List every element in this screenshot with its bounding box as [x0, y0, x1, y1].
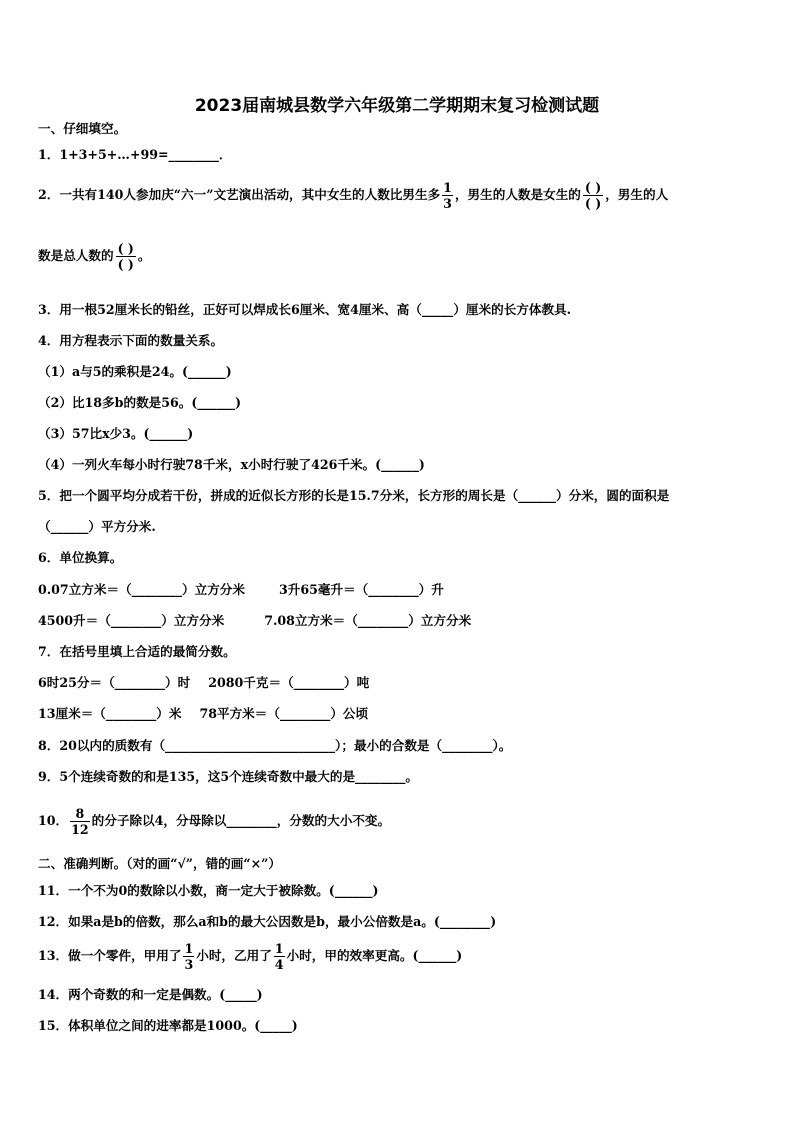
- fraction-numerator: 8: [75, 806, 85, 821]
- fraction-denominator: 12: [71, 822, 89, 838]
- question-4-1: （1）a与5的乘积是24。(______): [38, 364, 232, 379]
- question-12: 12．如果a是b的倍数，那么a和b的最大公因数是b，最小公倍数是a。(________): [38, 914, 497, 929]
- question-4-3: （3）57比x少3。(______): [38, 426, 194, 441]
- question-5-line-2: （______）平方分米.: [38, 519, 156, 534]
- question-2-line-1: [38, 180, 668, 211]
- question-10: [38, 807, 390, 836]
- question-13: [38, 942, 462, 971]
- fraction-numerator: 1: [184, 941, 194, 956]
- blank-numerator: ( ): [584, 180, 602, 195]
- question-8: 8．20以内的质数有（___________________________）；最小的合数是（________）。: [38, 738, 512, 753]
- fraction-denominator: 3: [184, 957, 194, 973]
- blank-denominator: ( ): [117, 257, 134, 273]
- question-7-row-2: [38, 708, 368, 721]
- question-3: 3．用一根52厘米长的铅丝，正好可以焊成长6厘米、宽4厘米、高（_____）厘米的长方体教具.: [38, 302, 572, 317]
- q13-text-a: 13．做一个零件，甲用了: [38, 948, 182, 964]
- q2-text-b: ，男生的人数是女生的: [454, 187, 581, 203]
- question-5-line-1: 5．把一个圆平均分成若干份，拼成的近似长方形的长是15.7分米，长方形的周长是（______）分米，圆的面积是: [38, 488, 670, 503]
- fraction-denominator: 3: [443, 196, 452, 212]
- q6-item-d: 7.08立方米＝（________）立方分米: [264, 613, 472, 628]
- q2-text-a: 2．一共有140人参加庆“六一”文艺演出活动，其中女生的人数比男生多: [38, 187, 441, 203]
- fraction-denominator: 4: [274, 957, 284, 973]
- q6-item-c: 4500升＝（________）立方分米: [38, 613, 225, 628]
- fraction-one-quarter: [274, 942, 285, 971]
- question-4-4: （4）一列火车每小时行驶78千米，x小时行驶了426千米。(______): [38, 457, 425, 472]
- question-11: 11．一个不为0的数除以小数，商一定大于被除数。(______): [38, 883, 379, 898]
- section-heading-judge: 二、准确判断。（对的画“√”，错的画“×”）: [38, 856, 282, 871]
- q7-item-a: 6时25分＝（________）时: [38, 675, 191, 690]
- question-6-row-2: [38, 615, 471, 628]
- q2-text-d: 数是总人数的: [38, 248, 114, 264]
- question-6: 6．单位换算。: [38, 550, 123, 565]
- blank-numerator: ( ): [117, 241, 134, 256]
- question-15: 15．体积单位之间的进率都是1000。(_____): [38, 1018, 298, 1033]
- question-4: 4．用方程表示下面的数量关系。: [38, 333, 224, 348]
- q7-item-b: 2080千克＝（________）吨: [208, 675, 370, 690]
- question-14: 14．两个奇数的和一定是偶数。(_____): [38, 987, 263, 1002]
- question-7-row-1: [38, 677, 369, 690]
- answer-blank-fraction[interactable]: [583, 180, 603, 211]
- question-6-row-1: [38, 584, 444, 597]
- q10-text: 的分子除以4，分母除以________，分数的大小不变。: [91, 813, 391, 829]
- section-heading-fill-in: 一、仔细填空。: [38, 121, 127, 136]
- fraction-numerator: 1: [443, 179, 452, 195]
- q2-text-c: ，男生的人: [605, 187, 669, 203]
- q6-item-b: 3升65毫升＝（________）升: [279, 582, 444, 597]
- question-4-2: （2）比18多b的数是56。(______): [38, 395, 242, 410]
- q6-item-a: 0.07立方米＝（________）立方分米: [38, 582, 245, 597]
- fraction-one-third: [183, 942, 194, 971]
- q7-item-c: 13厘米＝（________）米: [38, 706, 182, 721]
- fraction-one-third: [442, 181, 453, 210]
- question-1: 1．1+3+5+…+99=________．: [38, 147, 232, 162]
- answer-blank-fraction-2[interactable]: [116, 241, 136, 272]
- blank-denominator: ( ): [584, 196, 602, 212]
- q2-text-e: 。: [137, 248, 151, 264]
- question-2-line-2: [38, 241, 150, 272]
- q7-item-d: 78平方米＝（________）公顷: [199, 706, 369, 721]
- q13-text-b: 小时，乙用了: [196, 948, 272, 964]
- page-title: 2023届南城县数学六年级第二学期期末复习检测试题: [194, 96, 600, 116]
- fraction-eight-twelfths: [70, 807, 90, 836]
- question-9: 9．5个连续奇数的和是135，这5个连续奇数中最大的是________。: [38, 769, 419, 784]
- q10-prefix: 10．: [38, 813, 69, 829]
- fraction-numerator: 1: [274, 941, 284, 956]
- question-7: 7．在括号里填上合适的最简分数。: [38, 644, 236, 659]
- q13-text-c: 小时，甲的效率更高。(______): [286, 948, 463, 964]
